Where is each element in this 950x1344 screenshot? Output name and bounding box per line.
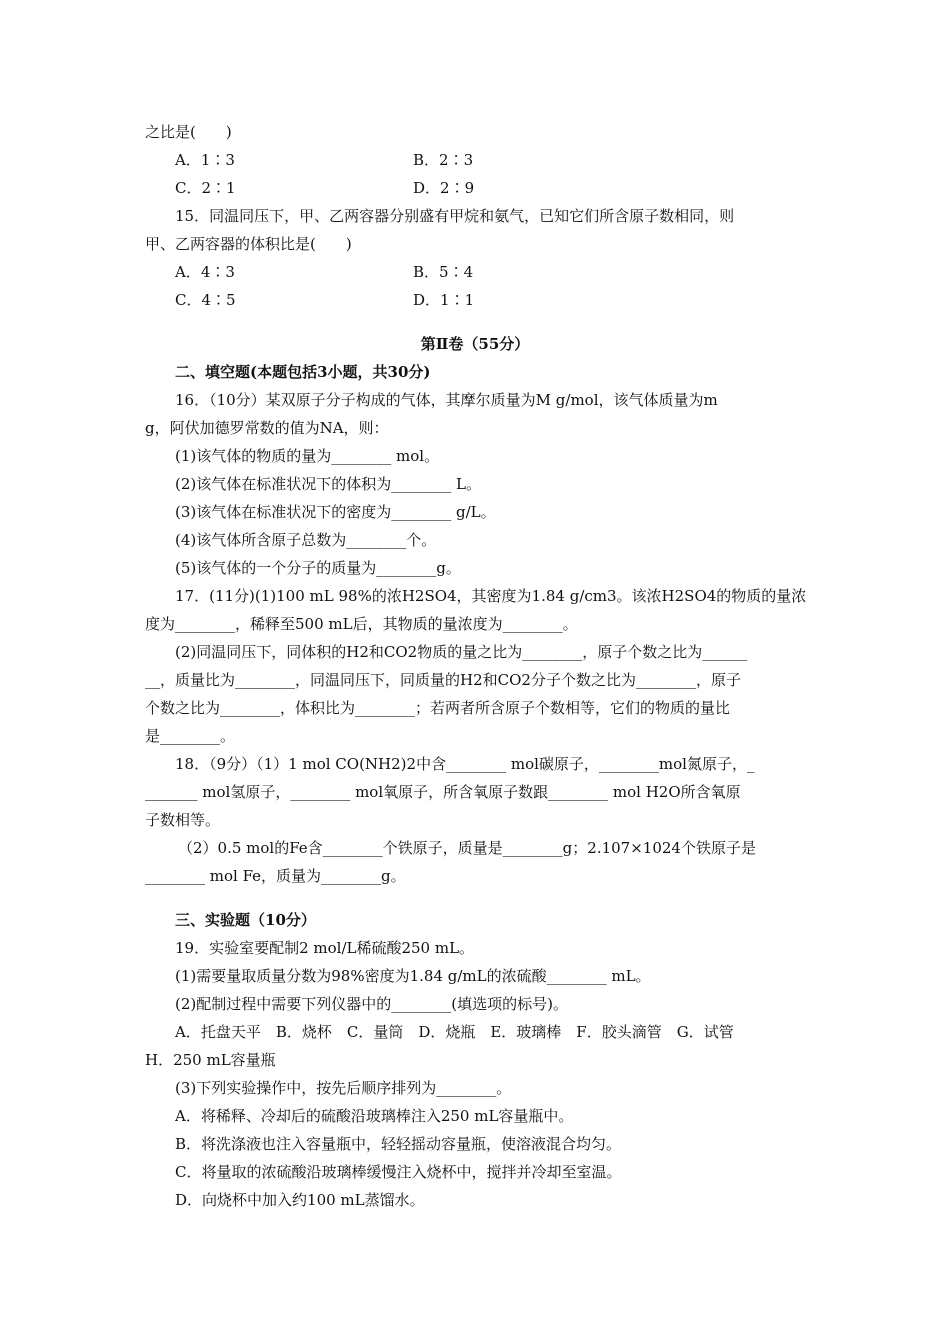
- q17-line3: (2)同温同压下，同体积的H2和CO2物质的量之比为________，原子个数之比为______: [175, 643, 748, 661]
- q16-sub1: (1)该气体的物质的量为________ mol。: [175, 447, 440, 465]
- q15-stem-line2: 甲、乙两容器的体积比是( ): [145, 235, 352, 253]
- q17-line6: 是________。: [145, 727, 236, 745]
- q17-line5: 个数之比为________，体积比为________；若两者所含原子个数相等，它们的物质的量比: [145, 699, 731, 717]
- q16-stem-line1: 16．（10分）某双原子分子构成的气体，其摩尔质量为M g/mol，该气体质量为m: [175, 391, 718, 409]
- q19-step-c: C．将量取的浓硫酸沿玻璃棒缓慢注入烧杯中，搅拌并冷却至室温。: [175, 1163, 622, 1181]
- q16-sub4: (4)该气体所含原子总数为________个。: [175, 531, 437, 549]
- q14-option-a: A．1∶3: [175, 151, 235, 169]
- q19-instrument-options: A．托盘天平 B．烧杯 C．量筒 D．烧瓶 E．玻璃棒 F．胶头滴管 G．试管: [175, 1023, 734, 1041]
- q15-option-b: B．5∶4: [413, 263, 474, 281]
- part-two-title: 第Ⅱ卷（55分）: [420, 335, 530, 353]
- q14-option-b: B．2∶3: [413, 151, 474, 169]
- q14-option-d: D．2∶9: [413, 179, 475, 197]
- q15-option-c: C．4∶5: [175, 291, 236, 309]
- q19-step-a: A．将稀释、冷却后的硫酸沿玻璃棒注入250 mL容量瓶中。: [175, 1107, 574, 1125]
- q15-stem-line1: 15．同温同压下，甲、乙两容器分别盛有甲烷和氨气，已知它们所含原子数相同，则: [175, 207, 735, 225]
- q18-line1: 18．（9分）（1）1 mol CO(NH2)2中含________ mol碳原子，________mol氮原子，_: [175, 755, 755, 773]
- q18-line3: 子数相等。: [145, 811, 221, 829]
- section-experiment-heading: 三、实验题（10分）: [175, 911, 316, 929]
- q18-line2: _______ mol氢原子，________ mol氧原子，所含氧原子数跟________ mol H2O所含氧原: [145, 783, 741, 801]
- q19-sub1: (1)需要量取质量分数为98%密度为1.84 g/mL的浓硫酸________ mL。: [175, 967, 651, 985]
- q19-stem: 19．实验室要配制2 mol/L稀硫酸250 mL。: [175, 939, 475, 957]
- q17-line1: 17．(11分)(1)100 mL 98%的浓H2SO4，其密度为1.84 g/cm3。该浓H2SO4的物质的量浓: [175, 587, 807, 605]
- q16-stem-line2: g，阿伏加德罗常数的值为NA，则：: [145, 419, 389, 437]
- q14-option-c: C．2∶1: [175, 179, 236, 197]
- q17-line4: __，质量比为________，同温同压下，同质量的H2和CO2分子个数之比为________，原子: [145, 671, 741, 689]
- q19-sub3: (3)下列实验操作中，按先后顺序排列为________。: [175, 1079, 512, 1097]
- q19-step-b: B．将洗涤液也注入容量瓶中，轻轻摇动容量瓶，使溶液混合均匀。: [175, 1135, 622, 1153]
- q16-sub2: (2)该气体在标准状况下的体积为________ L。: [175, 475, 481, 493]
- q19-sub2: (2)配制过程中需要下列仪器中的________(填选项的标号)。: [175, 995, 568, 1013]
- q16-sub3: (3)该气体在标准状况下的密度为________ g/L。: [175, 503, 496, 521]
- q15-option-a: A．4∶3: [175, 263, 235, 281]
- section-fill-in-heading: 二、填空题(本题包括3小题，共30分): [175, 363, 431, 381]
- q15-option-d: D．1∶1: [413, 291, 475, 309]
- q19-instrument-option-h: H．250 mL容量瓶: [145, 1051, 276, 1069]
- q18-line4: （2）0.5 mol的Fe含________个铁原子，质量是________g；2.107×1024个铁原子是: [178, 839, 756, 857]
- q19-step-d: D．向烧杯中加入约100 mL蒸馏水。: [175, 1191, 425, 1209]
- q17-line2: 度为________，稀释至500 mL后，其物质的量浓度为________。: [145, 615, 578, 633]
- q18-line5: ________ mol Fe，质量为________g。: [145, 867, 406, 885]
- q16-sub5: (5)该气体的一个分子的质量为________g。: [175, 559, 461, 577]
- q14-stem-tail: 之比是( ): [145, 123, 232, 141]
